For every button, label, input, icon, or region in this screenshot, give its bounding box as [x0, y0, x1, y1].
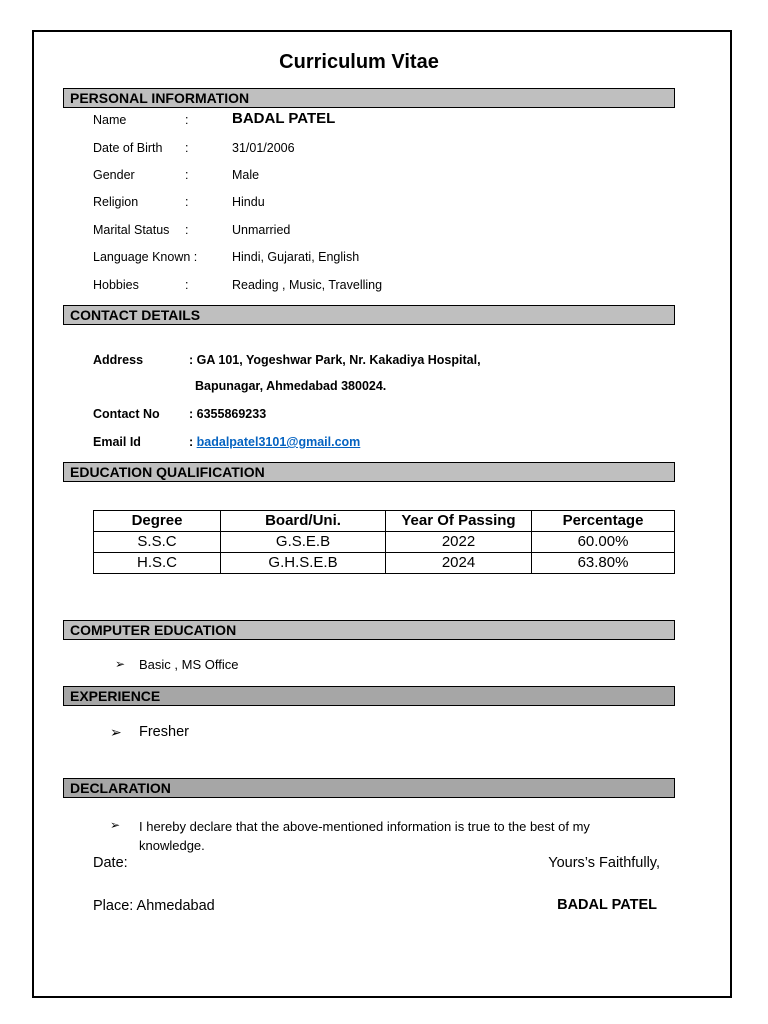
dob-colon: : — [185, 141, 189, 155]
column-header-degree: Degree — [94, 511, 221, 532]
declaration-text: I hereby declare that the above-mentioned information is true to the best of my knowledge. — [139, 819, 590, 853]
table-cell: G.S.E.B — [221, 532, 386, 553]
email-link[interactable]: badalpatel3101@gmail.com — [196, 435, 361, 449]
closing-text: Yours’s Faithfully, — [548, 855, 660, 871]
marital-status-label: Marital Status — [93, 223, 170, 237]
dob-label: Date of Birth — [93, 141, 163, 155]
gender-colon: : — [185, 168, 189, 182]
religion-colon: : — [185, 195, 189, 209]
name-colon: : — [185, 113, 189, 127]
arrow-bullet-icon: ➢ — [110, 818, 121, 832]
arrow-bullet-icon: ➢ — [115, 657, 126, 671]
dob-value: 31/01/2006 — [232, 141, 295, 155]
name-value: BADAL PATEL — [232, 110, 336, 127]
table-header-row — [94, 511, 675, 532]
column-header-board: Board/Uni. — [221, 511, 386, 532]
religion-label: Religion — [93, 195, 139, 209]
table-cell: 63.80% — [532, 553, 675, 574]
email-colon: : — [189, 435, 197, 449]
section-header-computer: COMPUTER EDUCATION — [63, 620, 675, 640]
arrow-bullet-icon: ➢ — [110, 724, 122, 740]
signature-name: BADAL PATEL — [557, 897, 657, 913]
hobbies-colon: : — [185, 278, 189, 292]
marital-status-colon: : — [185, 223, 189, 237]
gender-label: Gender — [93, 168, 135, 182]
gender-value: Male — [232, 168, 260, 182]
experience-item: Fresher — [139, 724, 189, 740]
table-row — [94, 532, 675, 553]
table-cell: H.S.C — [94, 553, 221, 574]
date-label: Date: — [93, 855, 128, 871]
address-line2: Bapunagar, Ahmedabad 380024. — [195, 379, 387, 393]
table-cell: 2022 — [386, 532, 532, 553]
section-header-contact: CONTACT DETAILS — [63, 305, 675, 325]
address-line1: : GA 101, Yogeshwar Park, Nr. Kakadiya Hospital, — [189, 353, 481, 367]
email-field — [189, 435, 360, 449]
marital-status-value: Unmarried — [232, 223, 291, 237]
contact-no-label: Contact No — [93, 407, 160, 421]
table-row — [94, 553, 675, 574]
language-value: Hindi, Gujarati, English — [232, 250, 360, 264]
table-cell: 2024 — [386, 553, 532, 574]
education-table — [93, 510, 675, 574]
table-cell: S.S.C — [94, 532, 221, 553]
section-header-education: EDUCATION QUALIFICATION — [63, 462, 675, 482]
document-title: Curriculum Vitae — [279, 51, 439, 73]
hobbies-label: Hobbies — [93, 278, 139, 292]
section-header-declaration: DECLARATION — [63, 778, 675, 798]
section-header-experience: EXPERIENCE — [63, 686, 675, 706]
hobbies-value: Reading , Music, Travelling — [232, 278, 383, 292]
address-label: Address — [93, 353, 144, 367]
contact-no-value: : 6355869233 — [189, 407, 267, 421]
computer-education-item: Basic , MS Office — [139, 657, 239, 672]
column-header-percentage: Percentage — [532, 511, 675, 532]
religion-value: Hindu — [232, 195, 265, 209]
place-text: Place: Ahmedabad — [93, 898, 215, 914]
email-label: Email Id — [93, 435, 141, 449]
language-label: Language Known : — [93, 250, 198, 264]
column-header-year: Year Of Passing — [386, 511, 532, 532]
table-cell: G.H.S.E.B — [221, 553, 386, 574]
name-label: Name — [93, 113, 127, 127]
section-header-personal: PERSONAL INFORMATION — [63, 88, 675, 108]
table-cell: 60.00% — [532, 532, 675, 553]
